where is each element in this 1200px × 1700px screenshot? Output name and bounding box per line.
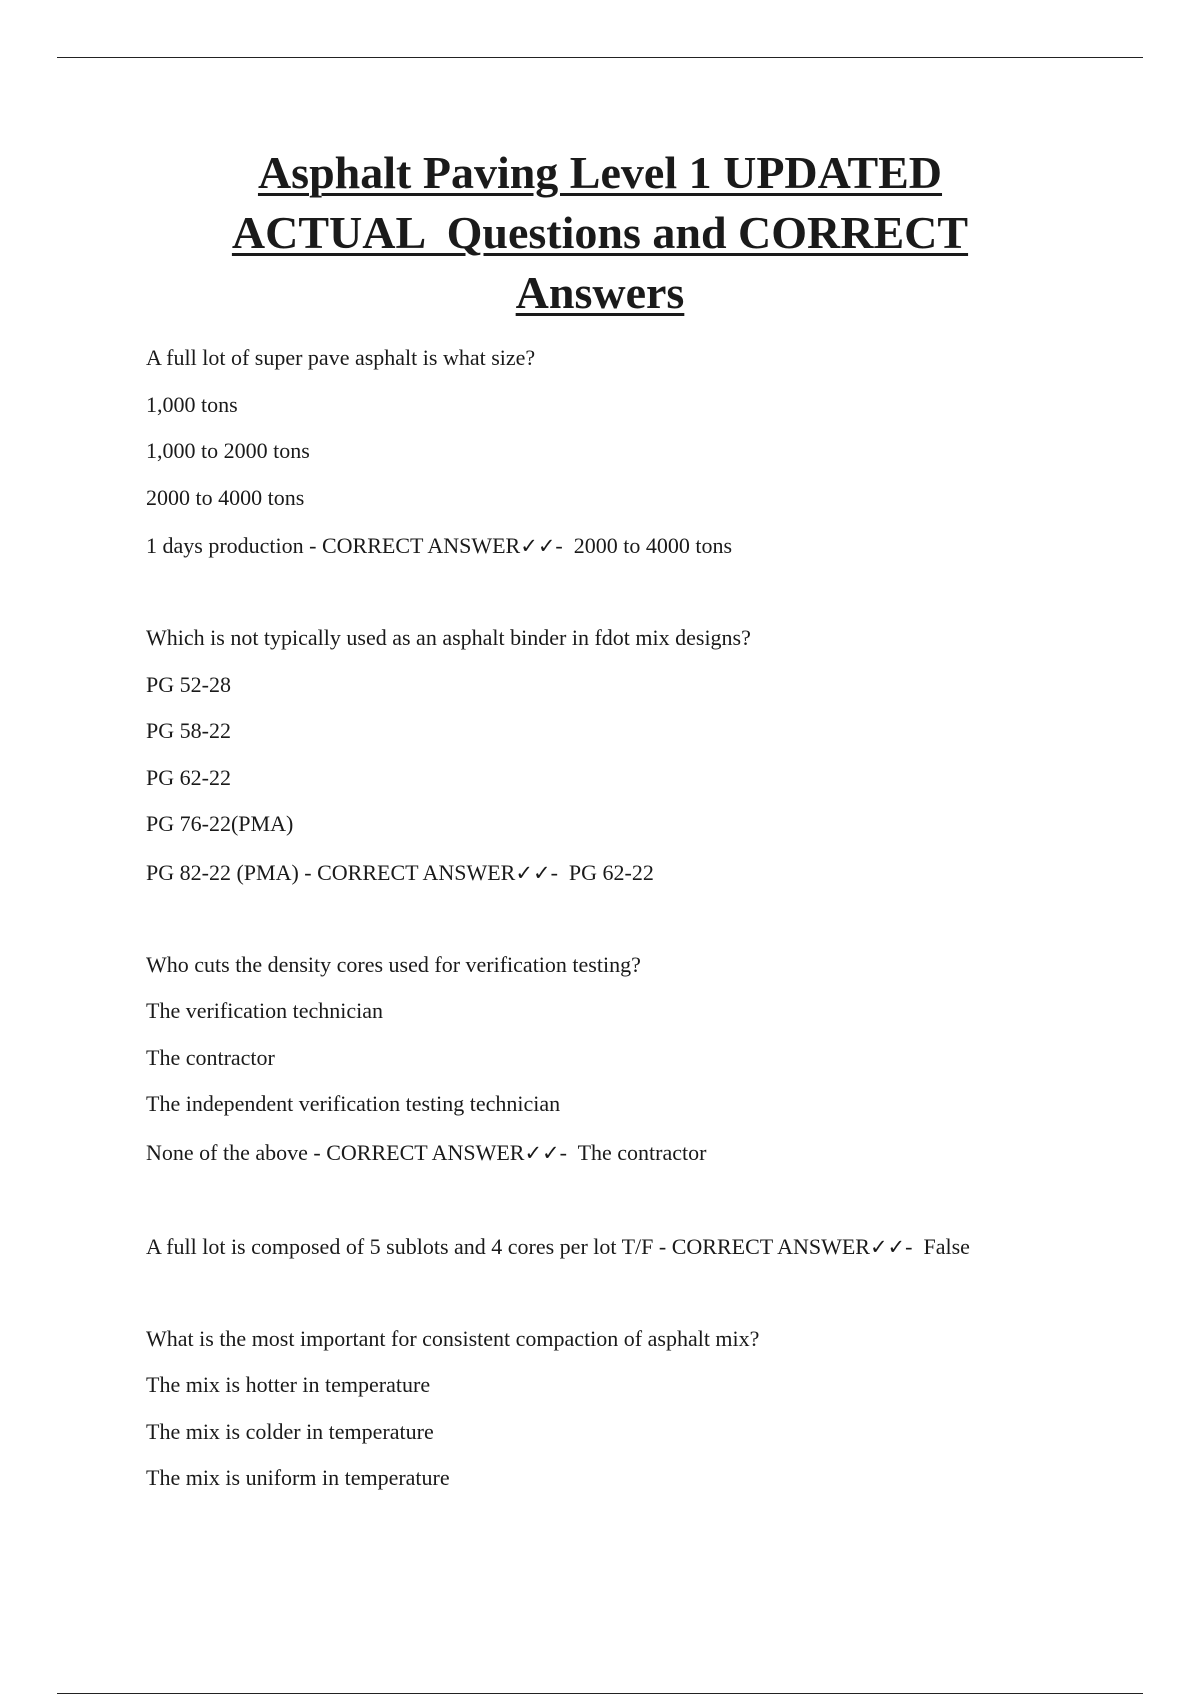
option-text: PG 82-22 (PMA) — [146, 859, 299, 885]
checkmark-icon: ✓✓ — [520, 534, 556, 558]
title-line-1: Asphalt Paving Level 1 UPDATED — [257, 147, 943, 198]
question-text: A full lot of super pave asphalt is what size? — [146, 345, 536, 370]
correct-answer-label: - CORRECT ANSWER — [298, 859, 516, 885]
correct-answer-value: The contractor — [577, 1139, 707, 1165]
document-title — [0, 143, 1200, 323]
question-block — [146, 1222, 1146, 1271]
title-line-3: Answers — [515, 267, 685, 318]
option-text: None of the above — [146, 1139, 308, 1165]
top-rule — [57, 57, 1143, 58]
option-text: The verification technician — [146, 998, 383, 1023]
option-text: PG 76-22(PMA) — [146, 811, 294, 836]
option-text: The mix is colder in temperature — [146, 1418, 434, 1444]
option-text: 1,000 tons — [146, 391, 238, 417]
correct-answer-label: - CORRECT ANSWER — [303, 533, 521, 558]
question-block — [146, 942, 1146, 1177]
option-text: 1 days production — [146, 533, 304, 558]
answer-separator: - — [555, 533, 574, 558]
correct-answer-value: PG 62-22 — [568, 859, 654, 885]
answer-line — [146, 1222, 1146, 1271]
answer-separator: - — [550, 859, 569, 885]
option-text: 2000 to 4000 tons — [146, 484, 305, 510]
correct-answer-value: False — [923, 1233, 970, 1259]
question-list — [146, 335, 1146, 1502]
option-text: PG 62-22 — [146, 764, 231, 790]
option-text: The contractor — [146, 1044, 275, 1070]
option-text: 1,000 to 2000 tons — [146, 438, 310, 463]
question-text: What is the most important for consistent compaction of asphalt mix? — [146, 1325, 760, 1351]
option-text: The mix is uniform in temperature — [146, 1465, 450, 1490]
option-text: PG 58-22 — [146, 718, 231, 743]
question-text: Who cuts the density cores used for verification testing? — [146, 951, 641, 977]
correct-answer-label: - CORRECT ANSWER — [653, 1233, 870, 1259]
option-text: The independent verification testing technician — [146, 1091, 561, 1116]
answer-line — [146, 848, 1146, 897]
answer-line — [146, 521, 1146, 570]
question-text: Which is not typically used as an asphalt binder in fdot mix designs? — [146, 625, 751, 650]
question-block — [146, 1316, 1146, 1502]
checkmark-icon: ✓✓ — [869, 1234, 906, 1259]
question-block — [146, 615, 1146, 897]
checkmark-icon: ✓✓ — [515, 860, 551, 885]
bottom-rule — [57, 1693, 1143, 1694]
correct-answer-value: 2000 to 4000 tons — [573, 533, 733, 558]
question-text: A full lot is composed of 5 sublots and 4 cores per lot T/F — [146, 1233, 654, 1259]
answer-separator: - — [559, 1139, 578, 1165]
question-block — [146, 335, 1146, 570]
title-line-2: ACTUAL Questions and CORRECT — [231, 207, 969, 258]
answer-separator: - — [905, 1233, 924, 1259]
correct-answer-label: - CORRECT ANSWER — [307, 1139, 525, 1165]
option-text: PG 52-28 — [146, 671, 231, 697]
option-text: The mix is hotter in temperature — [146, 1372, 431, 1397]
checkmark-icon: ✓✓ — [524, 1140, 560, 1165]
answer-line — [146, 1128, 1146, 1177]
